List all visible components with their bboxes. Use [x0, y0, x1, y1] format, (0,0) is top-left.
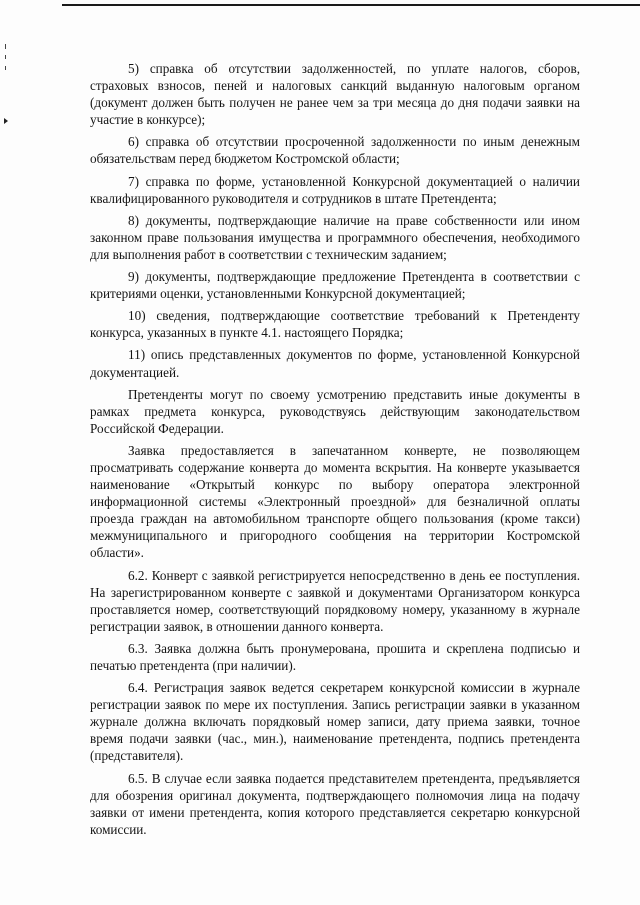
paragraph-6-4: 6.4. Регистрация заявок ведется секретарем конкурсной комиссии в журнале регистрации заявок по мере их поступления. Запись регистрации заявки в указанном журнале должна включать порядковый номер записи, дату приема заявки, точное время подачи заявки (час., мин.), наименование претендента, подпись претендента (представителя).	[90, 680, 580, 764]
paragraph-item-8: 8) документы, подтверждающие наличие на праве собственности или ином законном праве пользования имущества и программного обеспечения, необходимого для выполнения работ в соответствии с техническим заданием;	[90, 212, 580, 262]
paragraph-item-10: 10) сведения, подтверждающие соответствие требований к Претенденту конкурса, указанных в пункте 4.1. настоящего Порядка;	[90, 308, 580, 341]
paragraph-6-2: 6.2. Конверт с заявкой регистрируется непосредственно в день ее поступления. На зарегистрированном конверте с заявкой и документами Организатором конкурса проставляется номер, соответствующий порядковому номеру, указанному в журнале регистрации заявок, в отношении данного конверта.	[90, 567, 580, 634]
paragraph-envelope: Заявка предоставляется в запечатанном конверте, не позволяющем просматривать содержание конверта до момента вскрытия. На конверте указывается наименование «Открытый конкурс по выбору оператора электронной информационной системы «Электронный проездной» для безналичной оплаты проезда граждан на автомобильном транспорте общего пользования (кроме такси) межмуниципального и пригородного сообщения на территории Костромской области».	[90, 442, 580, 561]
document-body	[90, 60, 580, 843]
paragraph-other-documents: Претенденты могут по своему усмотрению представить иные документы в рамках предмета конкурса, руководствуясь действующим законодательством Российской Федерации.	[90, 386, 580, 436]
scan-mark	[5, 44, 6, 49]
paragraph-6-5: 6.5. В случае если заявка подается представителем претендента, предъявляется для обозрения оригинал документа, подтверждающего полномочия лица на подачу заявки от имени претендента, копия которого представляется секретарю конкурсной комиссии.	[90, 770, 580, 837]
paragraph-item-11: 11) опись представленных документов по форме, установленной Конкурсной документацией.	[90, 347, 580, 380]
scan-mark	[5, 66, 6, 70]
paragraph-item-7: 7) справка по форме, установленной Конкурсной документацией о наличии квалифицированного руководителя и сотрудников в штате Претендента;	[90, 173, 580, 206]
margin-arrow-mark	[4, 118, 8, 124]
paragraph-6-3: 6.3. Заявка должна быть пронумерована, прошита и скреплена подписью и печатью претендента (при наличии).	[90, 640, 580, 673]
paragraph-item-5: 5) справка об отсутствии задолженностей, по уплате налогов, сборов, страховых взносов, пеней и налоговых санкций выданную налоговым органом (документ должен быть получен не ранее чем за три месяца до дня подачи заявки на участие в конкурсе);	[90, 61, 580, 128]
paragraph-item-9: 9) документы, подтверждающие предложение Претендента в соответствии с критериями оценки, установленными Конкурсной документацией;	[90, 269, 580, 302]
paragraph-item-6: 6) справка об отсутствии просроченной задолженности по иным денежным обязательствам перед бюджетом Костромской области;	[90, 134, 580, 167]
scan-mark	[5, 55, 6, 59]
header-rule	[62, 4, 640, 6]
